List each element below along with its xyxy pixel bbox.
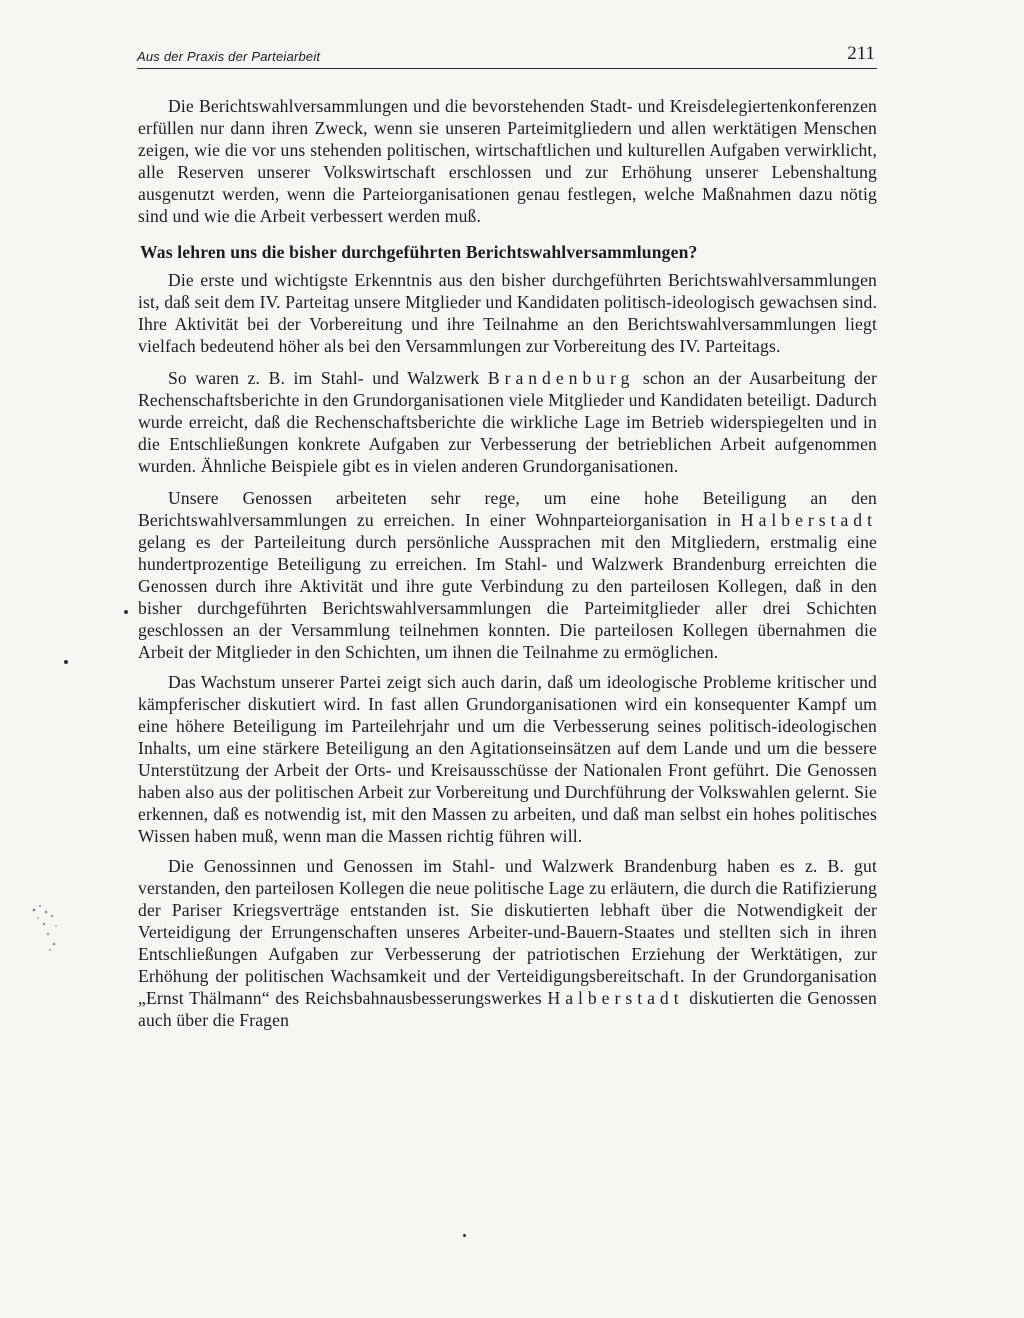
- paragraph-4-text-a: Unsere Genossen arbeiteten sehr rege, um eine hohe Beteiligung an den Berichtswahlversammlungen zu erreichen. In einer Wohnparteiorganisation in: [138, 488, 877, 530]
- place-name-halberstadt-2: Halberstadt: [547, 988, 684, 1008]
- paragraph-4: [138, 487, 877, 663]
- place-name-brandenburg: Brandenburg: [487, 368, 635, 388]
- paragraph-6-text-a: Die Genossinnen und Genossen im Stahl- und Walzwerk Brandenburg haben es z. B. gut verstanden, den parteilosen Kollegen die neue politische Lage zu erläutern, die durch die Ratifizierung der Pariser Kriegsverträge entstanden ist. Sie diskutierten lebhaft über die Notwendigkeit der Verteidigung der Errungenschaften unseres Arbeiter-und-Bauern-Staates und stellten sich in ihren Entschließungen Aufgaben zur Verbesserung der patriotischen Erziehung der Werktätigen, zur Erhöhung der politischen Wachsamkeit und der Verteidigungsbereitschaft. In der Grundorganisation „Ernst Thälmann“ des Reichsbahnausbesserungswerkes: [138, 856, 877, 1008]
- paragraph-1: Die Berichtswahlversammlungen und die bevorstehenden Stadt- und Kreisdelegiertenkonferenzen erfüllen nur dann ihren Zweck, wenn sie unseren Parteimitgliedern und allen werktätigen Menschen zeigen, wie die vor uns stehenden politischen, wirtschaftlichen und kulturellen Aufgaben verwirklicht, alle Reserven unserer Volkswirtschaft erschlossen und zur Erhöhung unserer Lebenshaltung ausgenutzt werden, wenn die Parteiorganisationen genau festlegen, welche Maßnahmen dazu nötig sind und wie die Arbeit verbessert werden muß.: [138, 96, 877, 226]
- section-heading: Was lehren uns die bisher durchgeführten Berichtswahlversammlungen?: [140, 242, 698, 262]
- paragraph-6-text-b: diskutierten die Genossen auch über die Fragen: [138, 988, 877, 1030]
- paragraph-4-text-b: gelang es der Parteileitung durch persönliche Aussprachen mit den Mitgliedern, erstmalig eine hundertprozentige Beteiligung zu erreichen. Im Stahl- und Walzwerk Brandenburg erreichten die Genossen durch ihre Aktivität und ihre gute Verbindung zu den parteilosen Kollegen, daß in den bisher durchgeführten Berichtswahlversammlungen die Parteimitglieder aller drei Schichten geschlossen an der Versammlung teilnehmen konnten. Die parteilosen Kollegen übernahmen die Arbeit der Mitglieder in den Schichten, um ihnen die Teilnahme zu ermöglichen.: [138, 532, 877, 662]
- bottom-dot-mark: [463, 1234, 466, 1237]
- paragraph-3: [138, 367, 877, 477]
- paragraph-2: Die erste und wichtigste Erkenntnis aus den bisher durchgeführten Berichtswahlversammlungen ist, daß seit dem IV. Parteitag unsere Mitglieder und Kandidaten politisch-ideologisch gewachsen sind. Ihre Aktivität bei der Vorbereitung und ihre Teilnahme an den Berichtswahlversammlungen liegt vielfach bedeutend höher als bei den Versammlungen zur Vorbereitung des IV. Parteitags.: [138, 270, 877, 356]
- body-text: [138, 95, 877, 1039]
- paragraph-3-text-a: So waren z. B. im Stahl- und Walzwerk: [168, 368, 480, 388]
- page-header: [137, 38, 877, 69]
- place-name-halberstadt: Halberstadt: [740, 510, 877, 530]
- paragraph-5: Das Wachstum unserer Partei zeigt sich auch darin, daß um ideologische Probleme kritischer und kämpferischer diskutiert wird. In fast allen Grundorganisationen wird ein konsequenter Kampf um eine höhere Beteiligung im Parteilehrjahr und um die Verbesserung seines politisch-ideologischen Inhalts, um eine stärkere Beteiligung an den Agitationseinsätzen auf dem Lande und um die bessere Unterstützung der Arbeit der Orts- und Kreisausschüsse der Nationalen Front geführt. Die Genossen haben also aus der politischen Arbeit zur Vorbereitung und Durchführung der Volkswahlen gelernt. Sie erkennen, daß es notwendig ist, mit den Massen zu arbeiten, und daß man selbst ein hohes politisches Wissen haben muß, wenn man die Massen richtig führen will.: [138, 672, 877, 846]
- margin-dot-mark: [64, 660, 68, 664]
- paragraph-3-text-b: schon an der Ausarbeitung der Rechenschaftsberichte in den Grundorganisationen viele Mitglieder und Kandidaten beteiligt. Dadurch wurde erreicht, daß die Rechenschaftsberichte die wirkliche Lage im Betrieb widerspiegelten und in die Entschließungen konkrete Aufgaben zur Verbesserung der betrieblichen Arbeit aufgenommen wurden. Ähnliche Beispiele gibt es in vielen anderen Grundorganisationen.: [138, 368, 877, 476]
- page-number: 211: [847, 43, 875, 64]
- margin-dot-mark: [124, 610, 128, 614]
- running-head: Aus der Praxis der Parteiarbeit: [137, 49, 321, 64]
- margin-smudge: [26, 900, 74, 960]
- paragraph-6: [138, 855, 877, 1031]
